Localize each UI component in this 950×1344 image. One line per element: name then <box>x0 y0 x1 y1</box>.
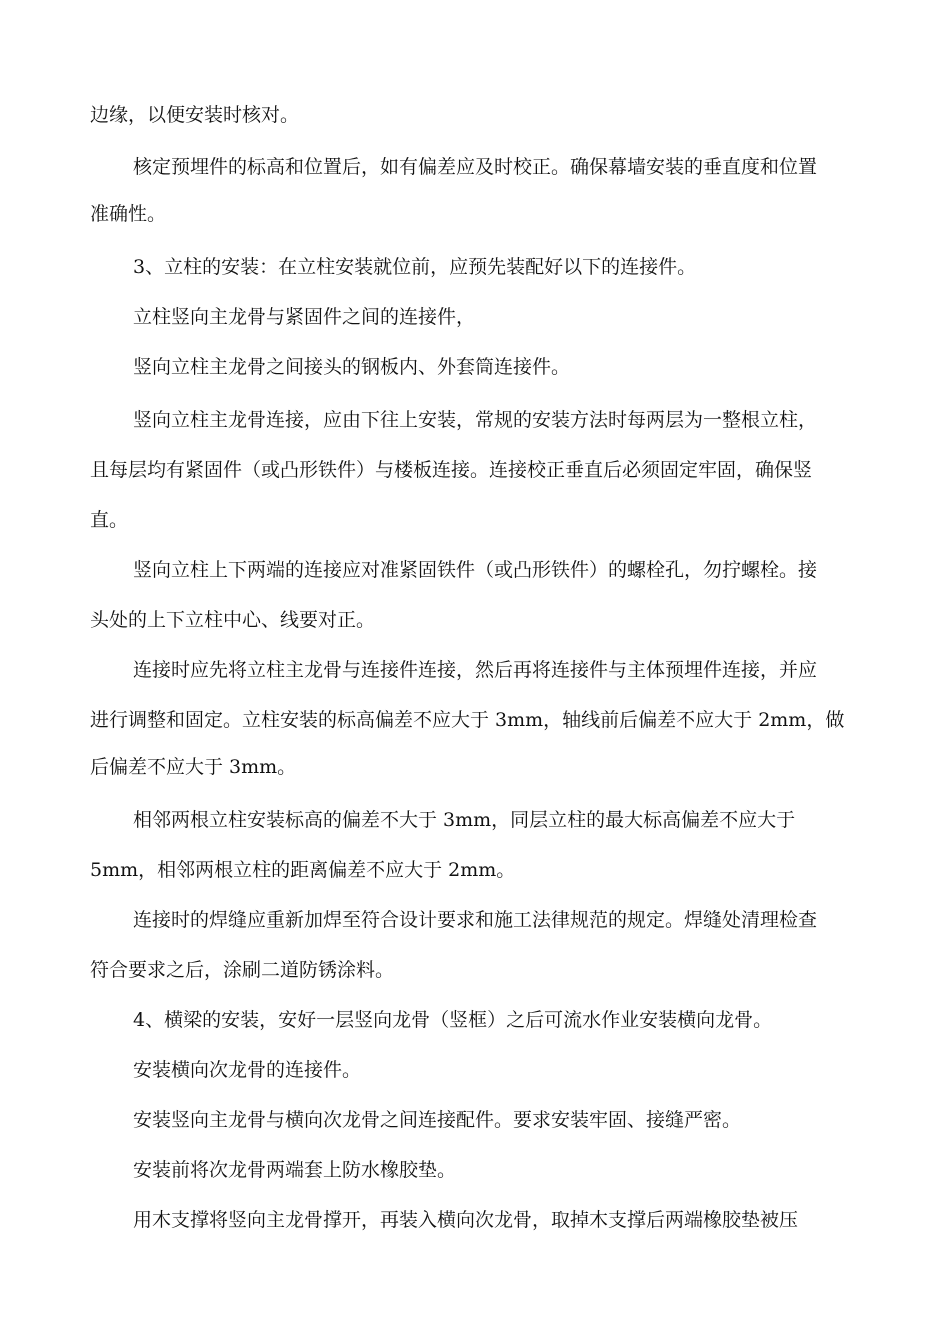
text-line: 用木支撑将竖向主龙骨撑开，再装入横向次龙骨，取掉木支撑后两端橡胶垫被压 <box>133 1209 799 1231</box>
text-line: 连接时应先将立柱主龙骨与连接件连接，然后再将连接件与主体预埋件连接，并应 <box>133 659 818 681</box>
text-line: 准确性。 <box>90 203 167 225</box>
text-line: 4、横梁的安装，安好一层竖向龙骨（竖框）之后可流水作业安装横向龙骨。 <box>133 1009 773 1031</box>
text-line: 核定预埋件的标高和位置后，如有偏差应及时校正。确保幕墙安装的垂直度和位置 <box>133 156 818 178</box>
text-line: 3、立柱的安装：在立柱安装就位前，应预先装配好以下的连接件。 <box>133 256 697 278</box>
text-line: 竖向立柱主龙骨连接，应由下往上安装，常规的安装方法时每两层为一整根立柱， <box>133 409 818 431</box>
text-line: 符合要求之后，涂刷二道防锈涂料。 <box>90 959 395 981</box>
text-line: 头处的上下立柱中心、线要对正。 <box>90 609 376 631</box>
text-line: 立柱竖向主龙骨与紧固件之间的连接件， <box>133 306 476 328</box>
text-line: 后偏差不应大于 3mm。 <box>90 756 297 778</box>
text-line: 相邻两根立柱安装标高的偏差不大于 3mm，同层立柱的最大标高偏差不应大于 <box>133 809 796 831</box>
text-line: 连接时的焊缝应重新加焊至符合设计要求和施工法律规范的规定。焊缝处清理检查 <box>133 909 818 931</box>
text-line: 安装横向次龙骨的连接件。 <box>133 1059 362 1081</box>
text-line: 且每层均有紧固件（或凸形铁件）与楼板连接。连接校正垂直后必须固定牢固，确保竖 <box>90 459 813 481</box>
text-line: 竖向立柱主龙骨之间接头的钢板内、外套筒连接件。 <box>133 356 571 378</box>
text-line: 安装前将次龙骨两端套上防水橡胶垫。 <box>133 1159 457 1181</box>
text-line: 进行调整和固定。立柱安装的标高偏差不应大于 3mm，轴线前后偏差不应大于 2mm，做 <box>90 709 845 731</box>
text-line: 边缘，以便安装时核对。 <box>90 104 300 126</box>
text-line: 5mm，相邻两根立柱的距离偏差不应大于 2mm。 <box>90 859 516 881</box>
text-line: 安装竖向主龙骨与横向次龙骨之间连接配件。要求安装牢固、接缝严密。 <box>133 1109 742 1131</box>
text-line: 竖向立柱上下两端的连接应对准紧固铁件（或凸形铁件）的螺栓孔，勿拧螺栓。接 <box>133 559 818 581</box>
text-line: 直。 <box>90 509 129 531</box>
